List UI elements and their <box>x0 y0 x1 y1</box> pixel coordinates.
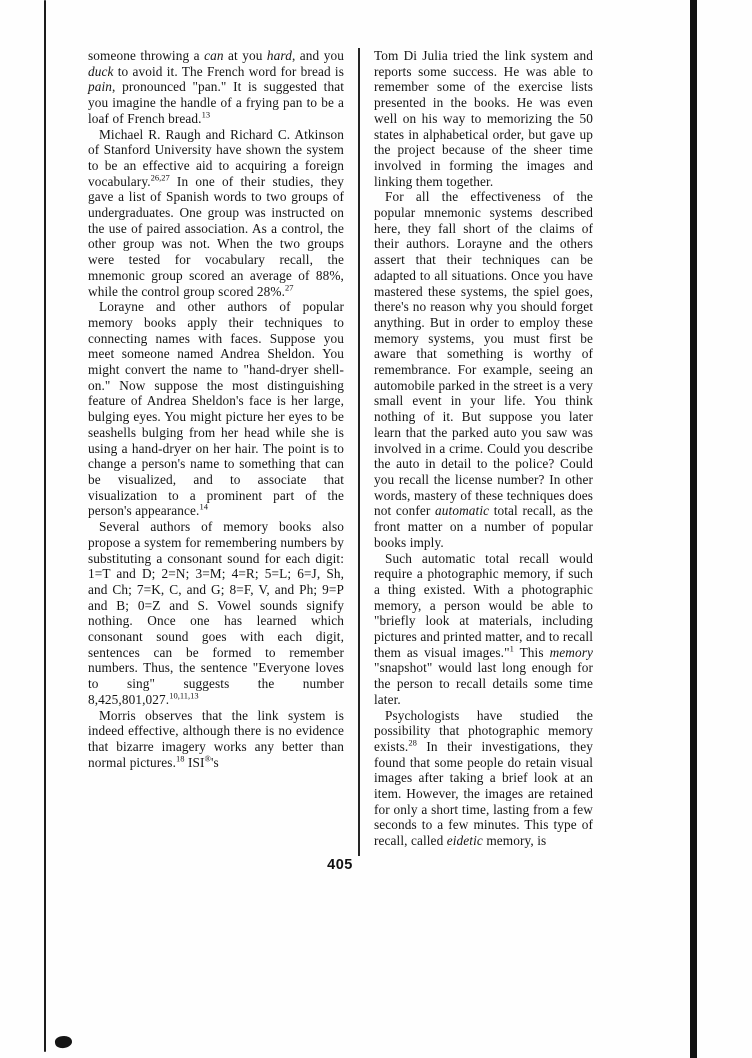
paragraph: Such automatic total recall would require a photographic memory, if such a thing existed. With a photographic memory, a person would be able to "briefly look at materials, including pictures and printed matter, and to recall them as visual images."$^1$ This memory "snapshot" would last long enough for the person to recall details some time later. <box>374 550 593 707</box>
paragraph: someone throwing a can at you hard, and you duck to avoid it. The French word for bread is pain, pronounced "pan." It is suggested that you imagine the handle of a frying pan to be a loaf of French bread.$^{13}$ <box>88 48 344 126</box>
paragraph: Psychologists have studied the possibility that photographic memory exists.$^{28}$ In their investigations, they found that some people do retain visual images after taking a brief look at an item. However, the images are retained for only a short time, lasting from a few seconds to a few minutes. This type of recall, called eidetic memory, is <box>374 707 593 849</box>
paragraph: Lorayne and other authors of popular memory books apply their techniques to connecting names with faces. Suppose you meet someone named Andrea Sheldon. You might convert the name to "hand-dryer shell-on." Now suppose the most distinguishing feature of Andrea Sheldon's face is her large, bulging eyes. You might picture her eyes to be seashells bulging from her head while she is using a hand-dryer on her hair. The point is to change a person's name to something that can be visualized, and to associate that visualization to a prominent part of the person's appearance.$^{14}$ <box>88 299 344 519</box>
paragraph: Morris observes that the link system is indeed effective, although there is no evidence that bizarre imagery works any better than normal pictures.$^{18}$ ISI®'s <box>88 707 344 770</box>
left-column <box>88 48 344 770</box>
paragraph: Michael R. Raugh and Richard C. Atkinson of Stanford University have shown the system to be an effective aid to acquiring a foreign vocabulary.$^{26,27}$ In one of their studies, they gave a list of Spanish words to two groups of undergraduates. One group was instructed on the use of paired association. As a control, the other group was not. When the two groups were tested for vocabulary recall, the mnemonic group scored an average of 88%, while the control group scored 28%.$^{27}$ <box>88 126 344 299</box>
paragraph: Tom Di Julia tried the link system and reports some success. He was able to remember some of the exercise lists presented in the books. He was even well on his way to memorizing the 50 states in alphabetical order, but gave up the project because of the sheer time involved in forming the images and linking them together. <box>374 48 593 189</box>
column-divider-rule <box>358 48 360 856</box>
scan-edge-bar-right <box>690 0 697 1058</box>
paragraph: Several authors of memory books also propose a system for remembering numbers by substituting a consonant sound for each digit: 1=T and D; 2=N; 3=M; 4=R; 5=L; 6=J, Sh, and Ch; 7=K, C, and G; 8=F, V, and Ph; 9=P and B; 0=Z and S. Vowel sounds signify nothing. Once one has learned which consonant sound goes with each digit, sentences can be formed to remember numbers. Thus, the sentence "Everyone loves to sing" suggests the number 8,425,801,027.$^{10,11,13}$ <box>88 519 344 707</box>
paragraph: For all the effectiveness of the popular mnemonic systems described here, they fall short of the claims of their authors. Lorayne and the others assert that their techniques can be adapted to all situations. Once you have mastered these systems, the spiel goes, there's no reason why you should forget anything. But in order to employ these memory systems, you must first be aware that something is worthy of remembrance. For example, seeing an automobile parked in the street is a very small event in your life. You think nothing of it. But suppose you later learn that the parked auto you saw was involved in a crime. Could you describe the auto in detail to the police? Could you recall the license number? In other words, mastery of these techniques does not confer automatic total recall, as the front matter on a number of popular books imply. <box>374 189 593 550</box>
scan-edge-line-left <box>44 0 46 1052</box>
scan-smudge <box>54 1035 73 1049</box>
page-number: 405 <box>327 857 353 873</box>
right-column <box>374 48 593 849</box>
